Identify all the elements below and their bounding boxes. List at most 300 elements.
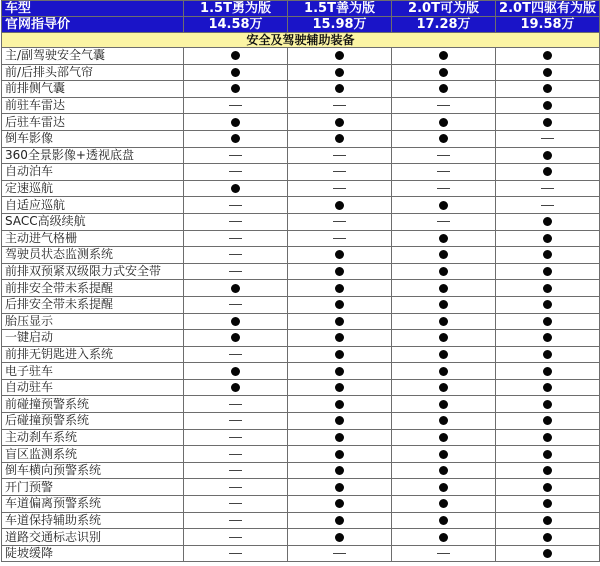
standard-dot-icon	[543, 284, 552, 293]
standard-dot-icon	[543, 234, 552, 243]
feature-value-cell	[184, 330, 288, 347]
standard-dot-icon	[335, 433, 344, 442]
feature-value-cell	[288, 429, 392, 446]
feature-value-cell	[496, 545, 600, 562]
table-row	[2, 396, 600, 413]
section-title: 安全及驾驶辅助装备	[2, 33, 600, 48]
not-available-dash-icon	[333, 221, 346, 222]
not-available-dash-icon	[229, 487, 242, 488]
model-label: 车型	[2, 1, 184, 17]
standard-dot-icon	[231, 84, 240, 93]
feature-value-cell	[184, 230, 288, 247]
feature-value-cell	[184, 379, 288, 396]
standard-dot-icon	[543, 51, 552, 60]
standard-dot-icon	[439, 450, 448, 459]
feature-value-cell	[184, 545, 288, 562]
feature-value-cell	[392, 280, 496, 297]
feature-name: 陡坡缓降	[2, 545, 184, 562]
feature-value-cell	[496, 429, 600, 446]
table-row	[2, 230, 600, 247]
feature-name: 开门预警	[2, 479, 184, 496]
table-row	[2, 48, 600, 65]
not-available-dash-icon	[229, 254, 242, 255]
standard-dot-icon	[439, 367, 448, 376]
standard-dot-icon	[335, 350, 344, 359]
table-row	[2, 462, 600, 479]
feature-value-cell	[184, 396, 288, 413]
feature-value-cell	[392, 296, 496, 313]
table-row	[2, 296, 600, 313]
standard-dot-icon	[335, 250, 344, 259]
trim-name: 1.5T勇为版	[184, 1, 288, 17]
feature-value-cell	[392, 396, 496, 413]
standard-dot-icon	[439, 516, 448, 525]
table-row	[2, 330, 600, 347]
feature-name: 倒车影像	[2, 130, 184, 147]
feature-value-cell	[392, 130, 496, 147]
not-available-dash-icon	[229, 354, 242, 355]
standard-dot-icon	[231, 317, 240, 326]
not-available-dash-icon	[229, 238, 242, 239]
standard-dot-icon	[543, 300, 552, 309]
table-row	[2, 512, 600, 529]
feature-value-cell	[288, 330, 392, 347]
feature-value-cell	[288, 197, 392, 214]
feature-value-cell	[288, 512, 392, 529]
feature-value-cell	[392, 263, 496, 280]
feature-value-cell	[288, 346, 392, 363]
standard-dot-icon	[543, 383, 552, 392]
standard-dot-icon	[335, 499, 344, 508]
trim-name: 2.0T四驱有为版	[496, 1, 600, 17]
feature-value-cell	[184, 413, 288, 430]
standard-dot-icon	[543, 167, 552, 176]
standard-dot-icon	[439, 300, 448, 309]
feature-name: 道路交通标志识别	[2, 529, 184, 546]
not-available-dash-icon	[229, 221, 242, 222]
trim-name: 1.5T善为版	[288, 1, 392, 17]
standard-dot-icon	[231, 134, 240, 143]
standard-dot-icon	[543, 499, 552, 508]
feature-value-cell	[184, 479, 288, 496]
feature-name: 倒车横向预警系统	[2, 462, 184, 479]
feature-value-cell	[184, 247, 288, 264]
standard-dot-icon	[543, 516, 552, 525]
table-row	[2, 147, 600, 164]
standard-dot-icon	[335, 118, 344, 127]
feature-value-cell	[392, 230, 496, 247]
table-row	[2, 346, 600, 363]
feature-value-cell	[392, 97, 496, 114]
feature-value-cell	[184, 48, 288, 65]
feature-value-cell	[288, 462, 392, 479]
standard-dot-icon	[231, 383, 240, 392]
table-row	[2, 64, 600, 81]
standard-dot-icon	[231, 333, 240, 342]
not-available-dash-icon	[333, 105, 346, 106]
table-row	[2, 280, 600, 297]
standard-dot-icon	[543, 250, 552, 259]
feature-name: 前/后排头部气帘	[2, 64, 184, 81]
feature-value-cell	[496, 462, 600, 479]
feature-value-cell	[288, 213, 392, 230]
feature-value-cell	[288, 97, 392, 114]
standard-dot-icon	[543, 433, 552, 442]
feature-value-cell	[288, 64, 392, 81]
feature-value-cell	[288, 296, 392, 313]
feature-name: 电子驻车	[2, 363, 184, 380]
standard-dot-icon	[439, 51, 448, 60]
feature-value-cell	[496, 346, 600, 363]
standard-dot-icon	[439, 416, 448, 425]
standard-dot-icon	[439, 533, 448, 542]
feature-name: 前排无钥匙进入系统	[2, 346, 184, 363]
spec-table	[1, 0, 600, 562]
standard-dot-icon	[439, 433, 448, 442]
table-row	[2, 446, 600, 463]
feature-value-cell	[392, 147, 496, 164]
standard-dot-icon	[335, 333, 344, 342]
feature-name: 后排安全带未系提醒	[2, 296, 184, 313]
feature-value-cell	[496, 379, 600, 396]
feature-value-cell	[392, 346, 496, 363]
not-available-dash-icon	[229, 454, 242, 455]
table-row	[2, 496, 600, 513]
feature-value-cell	[184, 512, 288, 529]
standard-dot-icon	[439, 234, 448, 243]
trim-name: 2.0T可为版	[392, 1, 496, 17]
feature-value-cell	[392, 164, 496, 181]
feature-value-cell	[496, 64, 600, 81]
standard-dot-icon	[543, 217, 552, 226]
feature-value-cell	[184, 147, 288, 164]
feature-value-cell	[496, 81, 600, 98]
feature-value-cell	[496, 213, 600, 230]
feature-name: 主动进气格栅	[2, 230, 184, 247]
standard-dot-icon	[231, 118, 240, 127]
feature-value-cell	[392, 313, 496, 330]
feature-value-cell	[496, 396, 600, 413]
table-row	[2, 197, 600, 214]
not-available-dash-icon	[333, 188, 346, 189]
not-available-dash-icon	[229, 404, 242, 405]
feature-value-cell	[496, 280, 600, 297]
not-available-dash-icon	[229, 537, 242, 538]
standard-dot-icon	[335, 466, 344, 475]
feature-value-cell	[392, 247, 496, 264]
standard-dot-icon	[439, 350, 448, 359]
feature-value-cell	[496, 180, 600, 197]
feature-value-cell	[184, 446, 288, 463]
not-available-dash-icon	[437, 171, 450, 172]
standard-dot-icon	[439, 84, 448, 93]
feature-value-cell	[392, 363, 496, 380]
feature-value-cell	[392, 180, 496, 197]
feature-value-cell	[288, 48, 392, 65]
feature-value-cell	[392, 330, 496, 347]
standard-dot-icon	[335, 51, 344, 60]
feature-value-cell	[184, 429, 288, 446]
standard-dot-icon	[335, 400, 344, 409]
standard-dot-icon	[543, 267, 552, 276]
feature-value-cell	[184, 496, 288, 513]
feature-value-cell	[184, 197, 288, 214]
not-available-dash-icon	[333, 238, 346, 239]
not-available-dash-icon	[437, 553, 450, 554]
not-available-dash-icon	[541, 205, 554, 206]
standard-dot-icon	[439, 400, 448, 409]
standard-dot-icon	[543, 450, 552, 459]
feature-value-cell	[288, 130, 392, 147]
feature-name: 前碰撞预警系统	[2, 396, 184, 413]
feature-value-cell	[392, 197, 496, 214]
feature-value-cell	[288, 263, 392, 280]
price-label: 官网指导价	[2, 17, 184, 33]
standard-dot-icon	[231, 284, 240, 293]
not-available-dash-icon	[229, 155, 242, 156]
feature-name: 后碰撞预警系统	[2, 413, 184, 430]
feature-value-cell	[496, 97, 600, 114]
table-row	[2, 247, 600, 264]
standard-dot-icon	[543, 400, 552, 409]
feature-name: 前排安全带未系提醒	[2, 280, 184, 297]
feature-name: SACC高级续航	[2, 213, 184, 230]
feature-value-cell	[496, 512, 600, 529]
standard-dot-icon	[439, 68, 448, 77]
table-row	[2, 363, 600, 380]
standard-dot-icon	[231, 51, 240, 60]
not-available-dash-icon	[437, 188, 450, 189]
feature-value-cell	[496, 164, 600, 181]
standard-dot-icon	[439, 466, 448, 475]
standard-dot-icon	[335, 383, 344, 392]
standard-dot-icon	[335, 134, 344, 143]
feature-value-cell	[496, 330, 600, 347]
standard-dot-icon	[543, 101, 552, 110]
trim-price: 17.28万	[392, 17, 496, 33]
standard-dot-icon	[439, 250, 448, 259]
feature-value-cell	[184, 114, 288, 131]
not-available-dash-icon	[541, 188, 554, 189]
feature-value-cell	[184, 81, 288, 98]
feature-value-cell	[496, 313, 600, 330]
table-row	[2, 114, 600, 131]
feature-value-cell	[392, 81, 496, 98]
feature-value-cell	[288, 230, 392, 247]
feature-value-cell	[392, 545, 496, 562]
feature-value-cell	[496, 413, 600, 430]
feature-name: 后驻车雷达	[2, 114, 184, 131]
feature-name: 自动驻车	[2, 379, 184, 396]
feature-value-cell	[392, 213, 496, 230]
feature-value-cell	[392, 512, 496, 529]
standard-dot-icon	[543, 350, 552, 359]
feature-value-cell	[392, 446, 496, 463]
feature-value-cell	[288, 413, 392, 430]
feature-value-cell	[184, 529, 288, 546]
feature-value-cell	[496, 247, 600, 264]
feature-value-cell	[288, 446, 392, 463]
standard-dot-icon	[335, 84, 344, 93]
feature-value-cell	[496, 230, 600, 247]
table-row	[2, 479, 600, 496]
standard-dot-icon	[543, 549, 552, 558]
table-row	[2, 545, 600, 562]
standard-dot-icon	[335, 450, 344, 459]
not-available-dash-icon	[229, 420, 242, 421]
feature-name: 前驻车雷达	[2, 97, 184, 114]
feature-value-cell	[288, 545, 392, 562]
feature-value-cell	[288, 396, 392, 413]
standard-dot-icon	[231, 367, 240, 376]
standard-dot-icon	[439, 267, 448, 276]
standard-dot-icon	[439, 284, 448, 293]
standard-dot-icon	[335, 367, 344, 376]
table-row	[2, 164, 600, 181]
feature-value-cell	[496, 496, 600, 513]
feature-name: 一键启动	[2, 330, 184, 347]
not-available-dash-icon	[229, 105, 242, 106]
not-available-dash-icon	[437, 221, 450, 222]
standard-dot-icon	[543, 151, 552, 160]
feature-value-cell	[288, 363, 392, 380]
feature-value-cell	[496, 114, 600, 131]
feature-name: 定速巡航	[2, 180, 184, 197]
feature-value-cell	[496, 147, 600, 164]
feature-name: 前排双预紧双级限力式安全带	[2, 263, 184, 280]
feature-value-cell	[288, 280, 392, 297]
not-available-dash-icon	[229, 503, 242, 504]
not-available-dash-icon	[333, 155, 346, 156]
table-row	[2, 263, 600, 280]
not-available-dash-icon	[229, 271, 242, 272]
feature-value-cell	[392, 479, 496, 496]
not-available-dash-icon	[229, 437, 242, 438]
trim-price: 14.58万	[184, 17, 288, 33]
not-available-dash-icon	[437, 155, 450, 156]
feature-value-cell	[496, 363, 600, 380]
not-available-dash-icon	[229, 520, 242, 521]
not-available-dash-icon	[437, 105, 450, 106]
standard-dot-icon	[335, 483, 344, 492]
table-row	[2, 313, 600, 330]
standard-dot-icon	[335, 317, 344, 326]
feature-value-cell	[184, 296, 288, 313]
feature-value-cell	[496, 296, 600, 313]
table-row	[2, 130, 600, 147]
feature-value-cell	[288, 114, 392, 131]
feature-value-cell	[288, 479, 392, 496]
table-row	[2, 180, 600, 197]
feature-value-cell	[288, 529, 392, 546]
feature-value-cell	[496, 529, 600, 546]
table-row	[2, 413, 600, 430]
standard-dot-icon	[543, 317, 552, 326]
feature-value-cell	[288, 313, 392, 330]
feature-name: 主动刹车系统	[2, 429, 184, 446]
standard-dot-icon	[439, 317, 448, 326]
feature-value-cell	[392, 48, 496, 65]
feature-name: 自动泊车	[2, 164, 184, 181]
feature-name: 自适应巡航	[2, 197, 184, 214]
standard-dot-icon	[335, 201, 344, 210]
standard-dot-icon	[335, 300, 344, 309]
feature-value-cell	[496, 48, 600, 65]
feature-value-cell	[184, 97, 288, 114]
standard-dot-icon	[543, 466, 552, 475]
standard-dot-icon	[439, 383, 448, 392]
table-row	[2, 379, 600, 396]
standard-dot-icon	[335, 68, 344, 77]
feature-name: 车道保持辅助系统	[2, 512, 184, 529]
standard-dot-icon	[231, 184, 240, 193]
feature-value-cell	[392, 413, 496, 430]
feature-name: 车道偏离预警系统	[2, 496, 184, 513]
table-row	[2, 213, 600, 230]
table-row	[2, 81, 600, 98]
feature-value-cell	[392, 529, 496, 546]
standard-dot-icon	[439, 134, 448, 143]
standard-dot-icon	[231, 68, 240, 77]
standard-dot-icon	[543, 68, 552, 77]
feature-name: 360全景影像+透视底盘	[2, 147, 184, 164]
feature-value-cell	[288, 81, 392, 98]
feature-value-cell	[184, 280, 288, 297]
trim-price: 15.98万	[288, 17, 392, 33]
feature-name: 前排侧气囊	[2, 81, 184, 98]
feature-value-cell	[184, 180, 288, 197]
standard-dot-icon	[335, 284, 344, 293]
feature-value-cell	[184, 164, 288, 181]
trim-price: 19.58万	[496, 17, 600, 33]
feature-value-cell	[496, 130, 600, 147]
feature-value-cell	[184, 64, 288, 81]
header-row-price	[2, 17, 600, 33]
feature-name: 驾驶员状态监测系统	[2, 247, 184, 264]
feature-name: 盲区监测系统	[2, 446, 184, 463]
feature-value-cell	[496, 197, 600, 214]
feature-value-cell	[392, 114, 496, 131]
not-available-dash-icon	[333, 553, 346, 554]
feature-value-cell	[184, 313, 288, 330]
table-row	[2, 97, 600, 114]
table-row	[2, 429, 600, 446]
feature-value-cell	[288, 164, 392, 181]
feature-value-cell	[184, 462, 288, 479]
feature-value-cell	[496, 479, 600, 496]
feature-value-cell	[392, 496, 496, 513]
not-available-dash-icon	[333, 171, 346, 172]
standard-dot-icon	[543, 416, 552, 425]
feature-value-cell	[496, 263, 600, 280]
not-available-dash-icon	[229, 171, 242, 172]
standard-dot-icon	[335, 267, 344, 276]
feature-value-cell	[392, 462, 496, 479]
feature-value-cell	[288, 147, 392, 164]
feature-value-cell	[496, 446, 600, 463]
feature-value-cell	[288, 379, 392, 396]
feature-value-cell	[184, 130, 288, 147]
standard-dot-icon	[543, 84, 552, 93]
not-available-dash-icon	[229, 470, 242, 471]
feature-value-cell	[392, 64, 496, 81]
feature-value-cell	[288, 180, 392, 197]
standard-dot-icon	[543, 333, 552, 342]
standard-dot-icon	[335, 416, 344, 425]
feature-value-cell	[184, 213, 288, 230]
feature-value-cell	[392, 429, 496, 446]
standard-dot-icon	[439, 333, 448, 342]
